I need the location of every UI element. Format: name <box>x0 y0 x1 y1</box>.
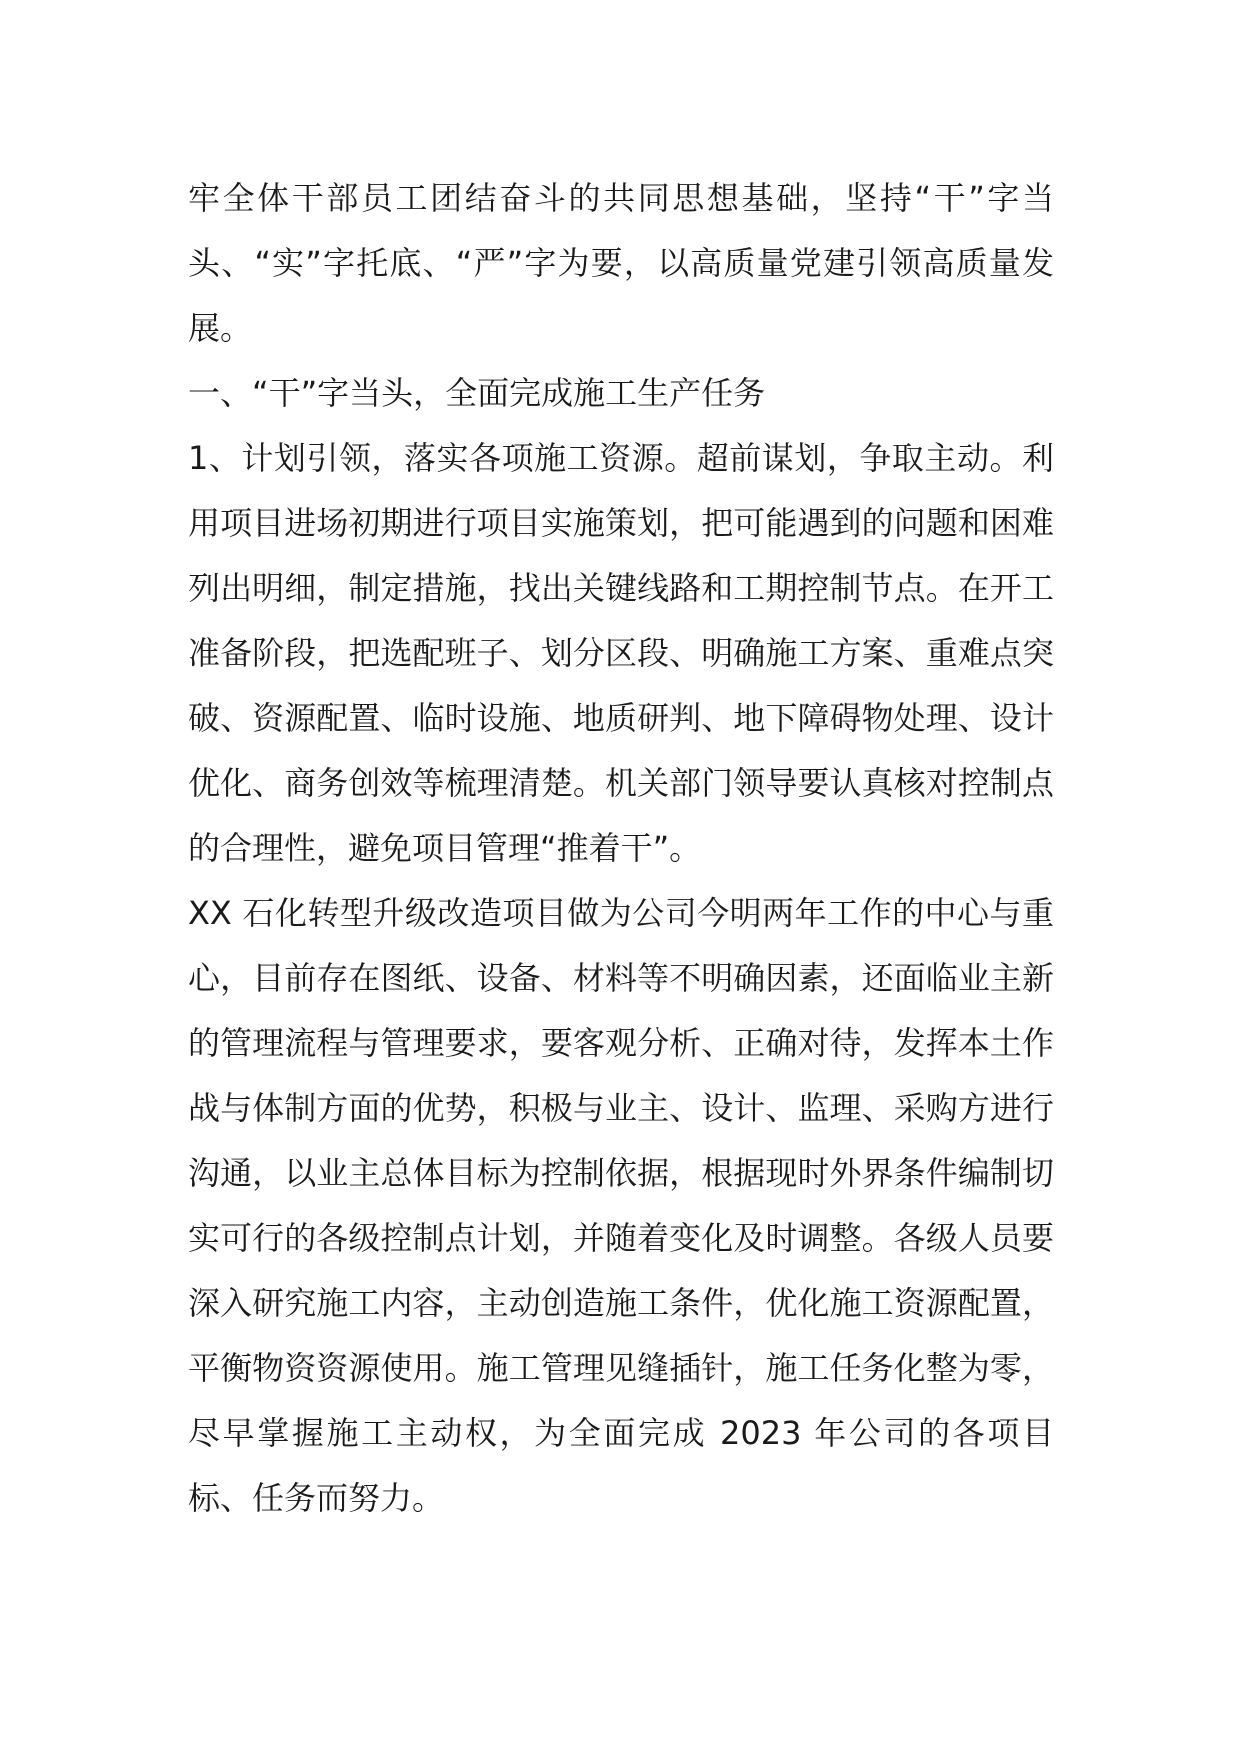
document-body <box>188 166 1054 1531</box>
section-heading: 一、“干”字当头，全面完成施工生产任务 <box>188 374 766 412</box>
paragraph-intro: 牢全体干部员工团结奋斗的共同思想基础，坚持“干”字当头、“实”字托底、“严”字为要，以高质量党建引领高质量发展。 <box>188 179 1054 347</box>
paragraph-project: XX 石化转型升级改造项目做为公司今明两年工作的中心与重心，目前存在图纸、设备、材料等不明确因素，还面临业主新的管理流程与管理要求，要客观分析、正确对待，发挥本土作战与体制方面的优势，积极与业主、设计、监理、采购方进行沟通，以业主总体目标为控制依据，根据现时外界条件编制切实可行的各级控制点计划，并随着变化及时调整。各级人员要深入研究施工内容，主动创造施工条件，优化施工资源配置，平衡物资资源使用。施工管理见缝插针，施工任务化整为零，尽早掌握施工主动权，为全面完成 2023 年公司的各项目标、任务而努力。 <box>188 894 1054 1517</box>
paragraph-plan: 1、计划引领，落实各项施工资源。超前谋划，争取主动。利用项目进场初期进行项目实施策划，把可能遇到的问题和困难列出明细，制定措施，找出关键线路和工期控制节点。在开工准备阶段，把选配班子、划分区段、明确施工方案、重难点突破、资源配置、临时设施、地质研判、地下障碍物处理、设计优化、商务创效等梳理清楚。机关部门领导要认真核对控制点的合理性，避免项目管理“推着干”。 <box>188 439 1054 867</box>
